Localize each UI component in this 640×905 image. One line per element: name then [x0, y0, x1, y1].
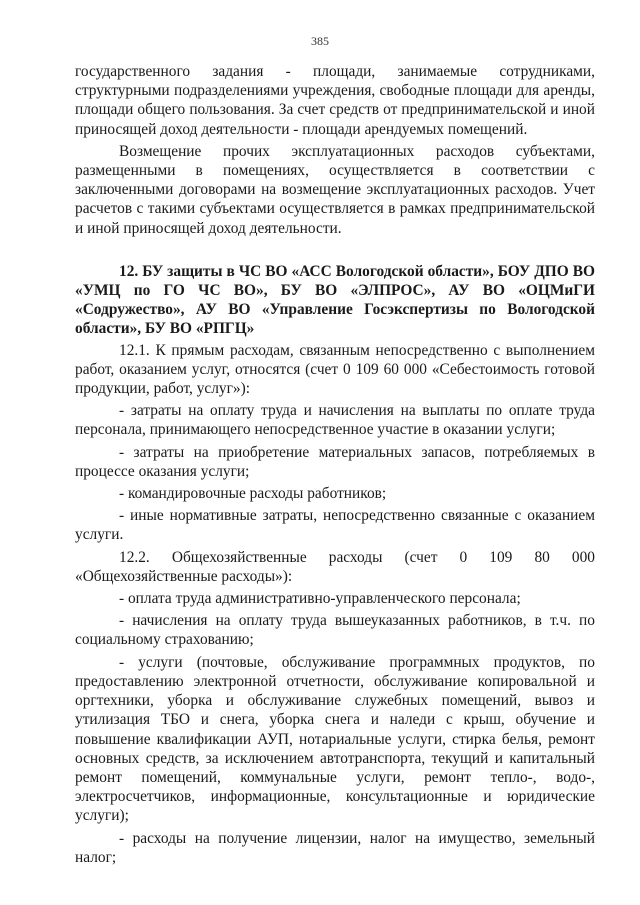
page-number: 385 — [311, 34, 329, 48]
list-item-travel: - командировочные расходы работников; — [119, 485, 387, 503]
subsection-12-1: 12.1. К прямым расходам, связанным непосредственно с выполнением работ, оказанием услуг, относятся (счет 0 109 60 000 «Себестоимость готовой продукции, работ, услуг»): — [75, 341, 595, 398]
list-item-services: - услуги (почтовые, обслуживание программных продуктов, по предоставлению электронной отчетности, обслуживание копировальной и оргтехники, уборка и обслуживание служебных помещений, вывоз и утилизация ТБО и снега, уборка снега и наледи с крыш, обучение и повышение квалификации АУП, нотариальные услуги, стирка белья, ремонт основных средств, за исключением автотранспорта, текущий и капитальный ремонт помещений, коммунальные услуги, ремонт тепло-, водо-, электросчетчиков, информационные, консультационные и юридические услуги); — [75, 653, 595, 825]
list-item-materials: - затраты на приобретение материальных запасов, потребляемых в процессе оказания услуги; — [75, 443, 595, 480]
section-heading-12: 12. БУ защиты в ЧС ВО «АСС Вологодской области», БОУ ДПО ВО «УМЦ по ГО ЧС ВО», БУ ВО «ЭЛПРОС», АУ ВО «ОЦМиГИ «Содружество», АУ ВО «Управление Госэкспертизы по Вологодской области», БУ ВО «РПГЦ» — [75, 262, 595, 338]
list-item-labor-costs: - затраты на оплату труда и начисления на выплаты по оплате труда персонала, принимающего непосредственное участие в оказании услуги; — [75, 402, 595, 439]
paragraph-premises: государственного задания - площади, занимаемые сотрудниками, структурными подразделениями учреждения, свободные площади для аренды, площади общего пользования. За счет средств от предпринимательской и иной приносящей доход деятельности - площади арендуемых помещений. — [75, 63, 595, 138]
paragraph-reimbursement: Возмещение прочих эксплуатационных расходов субъектами, размещенными в помещениях, осуществляется в соответствии с заключенными договорами на возмещение эксплуатационных расходов. Учет расчетов с такими субъектами осуществляется в рамках предпринимательской и иной приносящей доход деятельности. — [75, 142, 595, 237]
list-item-admin-salary: - оплата труда административно-управленческого персонала; — [119, 590, 521, 608]
list-item-other-costs: - иные нормативные затраты, непосредственно связанные с оказанием услуги. — [75, 507, 595, 544]
document-body — [75, 62, 595, 867]
subsection-12-2: 12.2. Общехозяйственные расходы (счет 0 109 80 000 «Общехозяйственные расходы»): — [75, 548, 595, 585]
list-item-social-insurance: - начисления на оплату труда вышеуказанных работников, в т.ч. по социальному страхованию; — [75, 612, 595, 649]
list-item-license-taxes: - расходы на получение лицензии, налог на имущество, земельный налог; — [75, 829, 595, 866]
